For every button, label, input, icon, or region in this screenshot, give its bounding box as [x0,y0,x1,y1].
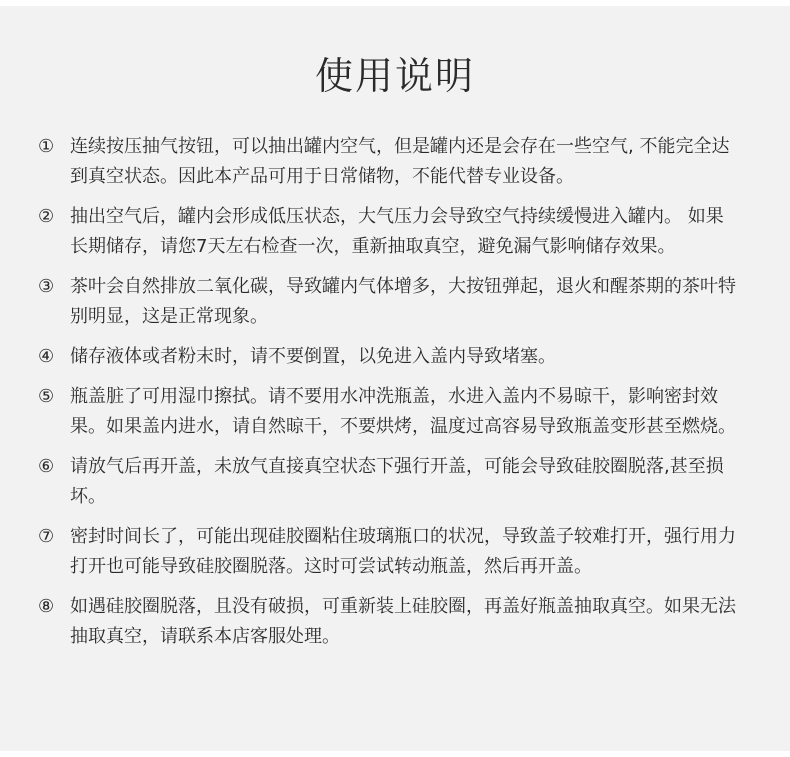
instructions-panel [0,6,790,751]
item-text: 密封时间长了，可能出现硅胶圈粘住玻璃瓶口的状况，导致盖子较难打开，强行用力打开也可能导致硅胶圈脱落。这时可尝试转动瓶盖，然后再开盖。 [70,526,736,577]
item-number: ⑧ [38,596,55,617]
page-title: 使用说明 [314,54,475,98]
list-item [38,132,738,192]
item-text: 如遇硅胶圈脱落，且没有破损，可重新装上硅胶圈，再盖好瓶盖抽取真空。如果无法抽取真空，请联系本店客服处理。 [70,596,736,647]
item-number: ⑥ [38,456,55,477]
item-number: ⑤ [38,386,55,407]
item-number: ⑦ [38,526,55,547]
item-text: 请放气后再开盖，未放气直接真空状态下强行开盖，可能会导致硅胶圈脱落,甚至损坏。 [70,456,724,507]
list-item [38,342,738,372]
list-item [38,272,738,332]
item-text: 连续按压抽气按钮，可以抽出罐内空气，但是罐内还是会存在一些空气, 不能完全达到真空状态。因此本产品可用于日常储物，不能代替专业设备。 [70,136,730,187]
item-text: 瓶盖脏了可用湿巾擦拭。请不要用水冲洗瓶盖，水进入盖内不易晾干，影响密封效果。如果盖内进水，请自然晾干，不要烘烤，温度过高容易导致瓶盖变形甚至燃烧。 [70,386,736,437]
list-item [38,382,738,442]
item-text: 茶叶会自然排放二氧化碳，导致罐内气体增多，大按钮弹起，退火和醒茶期的茶叶特别明显，这是正常现象。 [70,276,736,327]
list-item [38,522,738,582]
list-item [38,452,738,512]
item-text: 抽出空气后，罐内会形成低压状态，大气压力会导致空气持续缓慢进入罐内。 如果长期储存，请您7天左右检查一次，重新抽取真空，避免漏气影响储存效果。 [70,206,724,257]
list-item [38,592,738,652]
item-number: ① [38,136,55,157]
list-item [38,202,738,262]
item-number: ④ [38,346,55,367]
item-number: ③ [38,276,55,297]
instruction-list [38,132,738,662]
item-text: 储存液体或者粉末时，请不要倒置，以免进入盖内导致堵塞。 [70,346,556,367]
item-number: ② [38,206,55,227]
